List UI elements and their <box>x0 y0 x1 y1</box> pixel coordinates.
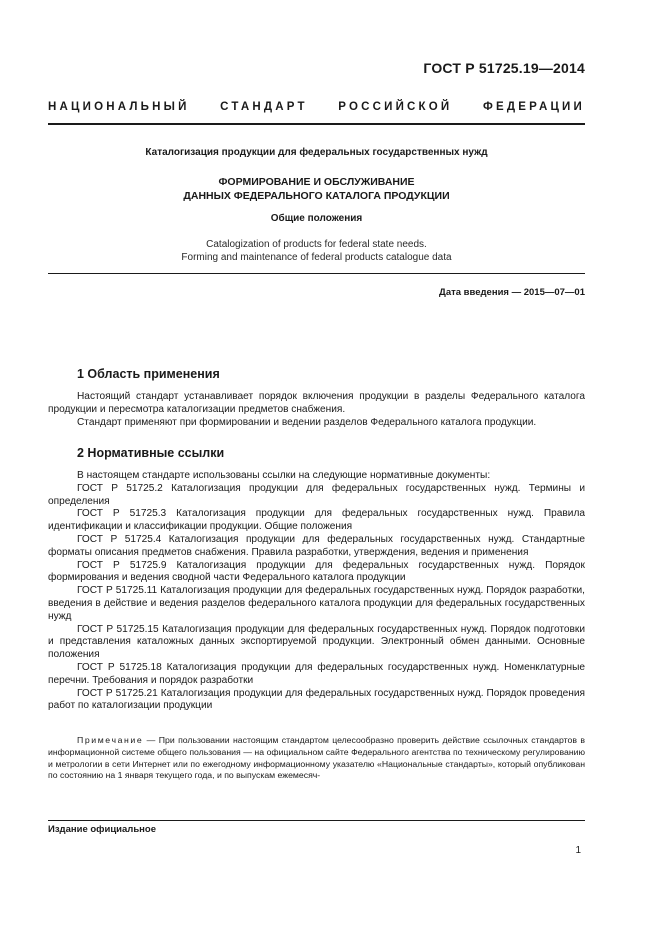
title-line-2: ДАННЫХ ФЕДЕРАЛЬНОГО КАТАЛОГА ПРОДУКЦИИ <box>183 190 450 202</box>
section-2-heading: 2 Нормативные ссылки <box>77 446 225 460</box>
reference-item: ГОСТ Р 51725.9 Каталогизация продукции для федеральных государственных нужд. Порядок формирования и ведения сводной части Федерального каталога продукции <box>48 559 585 584</box>
reference-item: ГОСТ Р 51725.18 Каталогизация продукции для федеральных государственных нужд. Номенклатурные перечни. Требования и порядок разработки <box>48 661 585 686</box>
english-title-line-2: Forming and maintenance of federal products catalogue data <box>181 252 452 263</box>
document-code: ГОСТ Р 51725.19—2014 <box>423 60 585 76</box>
official-edition-label: Издание официальное <box>48 824 156 835</box>
reference-item: ГОСТ Р 51725.11 Каталогизация продукции для федеральных государственных нужд. Порядок разработки, введения в действие и ведения разделов федерального каталога продукции для федеральных государственных нужд <box>48 585 585 622</box>
page-number: 1 <box>575 845 581 856</box>
document-subtitle: Общие положения <box>270 213 363 224</box>
paragraph: Настоящий стандарт устанавливает порядок включения продукции в разделы Федерального каталога продукции и пересмотра каталогизации предметов снабжения. <box>48 391 585 415</box>
header-rule <box>48 123 585 125</box>
title-line-1: ФОРМИРОВАНИЕ И ОБСЛУЖИВАНИЕ <box>218 176 415 188</box>
note-text: — При пользовании настоящим стандартом целесообразно проверить действие ссылочных стандартов в информационной системе общего пользования — на официальном сайте Федерального агентства по техническому регулированию и метрологии в сети Интернет или по ежегодному информационному указателю «Национальные стандарты», который опубликован по состоянию на 1 января текущего года, и по выпускам ежемесяч- <box>48 735 585 781</box>
reference-item: ГОСТ Р 51725.2 Каталогизация продукции для федеральных государственных нужд. Термины и определения <box>48 482 585 507</box>
english-title <box>48 238 585 264</box>
series-title: Каталогизация продукции для федеральных государственных нужд <box>145 147 488 158</box>
reference-item: ГОСТ Р 51725.3 Каталогизация продукции для федеральных государственных нужд. Правила идентификации и классификации продукции. Общие положения <box>48 508 585 533</box>
paragraph: Стандарт применяют при формировании и ведении разделов Федерального каталога продукции. <box>77 416 537 428</box>
title-rule <box>48 273 585 274</box>
paragraph: В настоящем стандарте использованы ссылки на следующие нормативные документы: <box>77 470 491 481</box>
note-paragraph <box>48 735 585 782</box>
reference-item: ГОСТ Р 51725.21 Каталогизация продукции для федеральных государственных нужд. Порядок проведения работ по каталогизации продукции <box>48 687 585 712</box>
note-block <box>48 735 585 782</box>
national-standard-heading: НАЦИОНАЛЬНЫЙ СТАНДАРТ РОССИЙСКОЙ ФЕДЕРАЦИИ <box>48 101 585 113</box>
document-title <box>48 175 585 203</box>
effective-date: Дата введения — 2015—07—01 <box>439 287 585 298</box>
section-1-body <box>48 391 585 429</box>
reference-item: ГОСТ Р 51725.4 Каталогизация продукции для федеральных государственных нужд. Стандартные форматы описания предметов снабжения. Правила разработки, утверждения, ведения и применения <box>48 533 585 558</box>
note-label: Примечание <box>77 735 144 745</box>
english-title-line-1: Catalogization of products for federal state needs. <box>206 239 427 250</box>
footer-rule <box>48 820 585 821</box>
section-1-heading: 1 Область применения <box>77 367 220 381</box>
reference-item: ГОСТ Р 51725.15 Каталогизация продукции для федеральных государственных нужд. Порядок подготовки и представления каталожных данных экспортируемой продукции. Электронный обмен данными. Основные положения <box>48 623 585 661</box>
section-2-body <box>48 470 585 713</box>
